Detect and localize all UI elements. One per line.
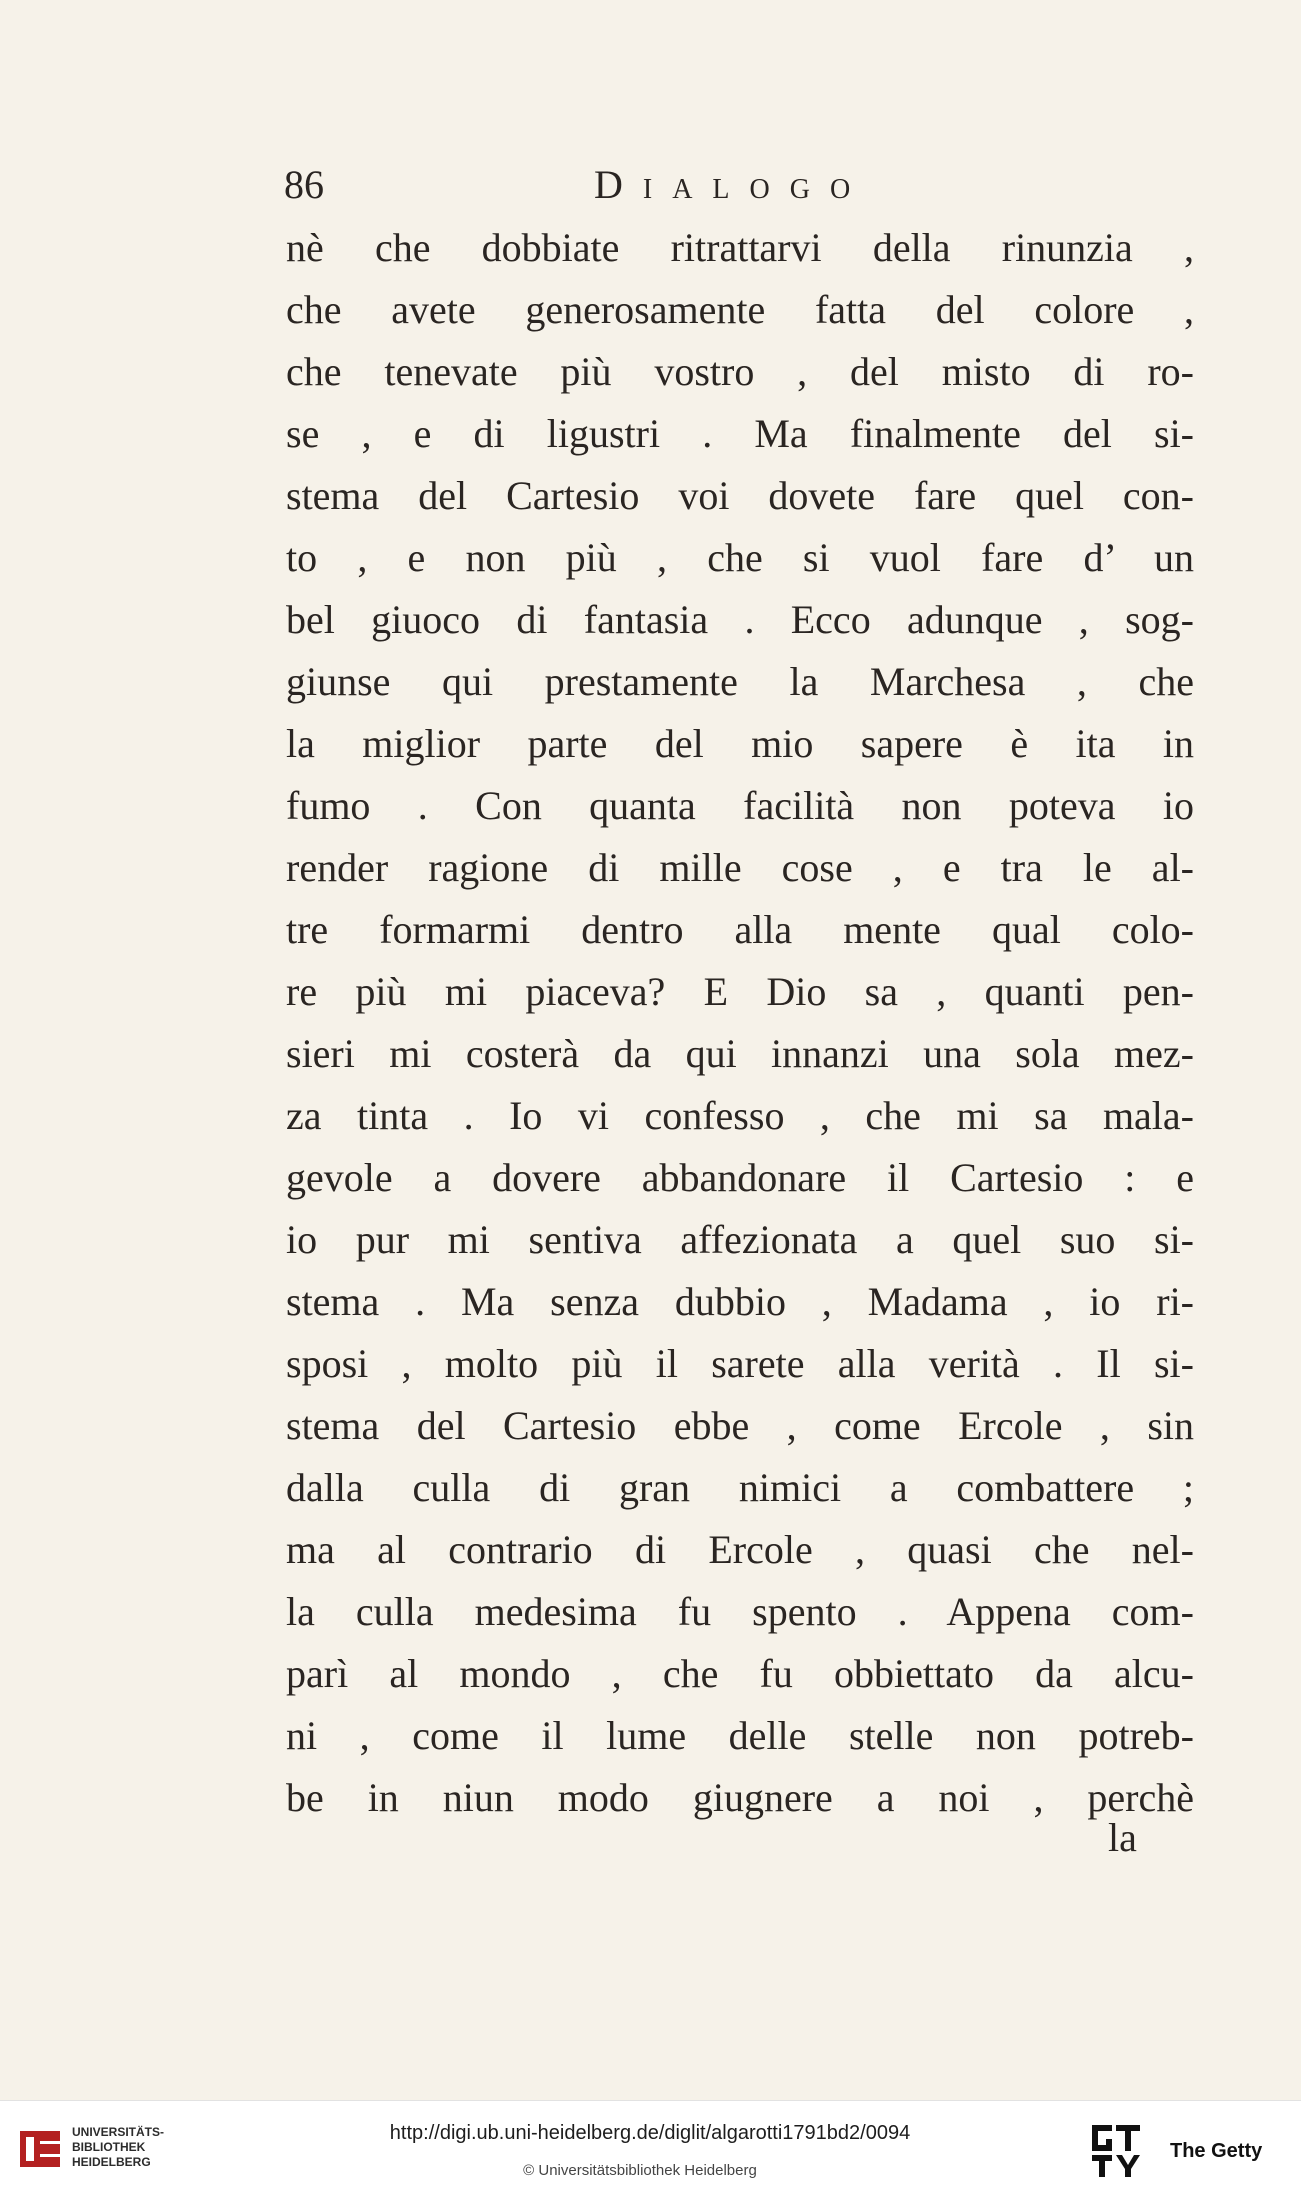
text-line: che avete generosamente fatta del colore ,: [286, 287, 1194, 332]
running-title: Dialogo: [594, 162, 871, 207]
text-line: stema del Cartesio voi dovete fare quel con-: [286, 473, 1194, 518]
text-line: render ragione di mille cose , e tra le al-: [286, 845, 1194, 890]
text-line: re più mi piaceva? E Dio sa , quanti pen-: [286, 969, 1194, 1014]
partner-name: The Getty: [1170, 2140, 1263, 2162]
text-line: giunse qui prestamente la Marchesa , che: [286, 659, 1194, 704]
library-name-line: BIBLIOTHEK: [72, 2140, 146, 2154]
text-line: parì al mondo , che fu obbiettato da alcu-: [286, 1651, 1194, 1696]
library-logo-icon: [18, 2127, 62, 2171]
text-line: fumo . Con quanta facilità non poteva io: [286, 783, 1194, 828]
getty-logo-icon: [1088, 2121, 1144, 2181]
text-line: tre formarmi dentro alla mente qual colo-: [286, 907, 1194, 952]
copyright-notice: © Universitätsbibliothek Heidelberg: [523, 2162, 757, 2179]
page-number: 86: [284, 162, 324, 207]
text-line: io pur mi sentiva affezionata a quel suo si-: [286, 1217, 1194, 1262]
permalink-url[interactable]: http://digi.ub.uni-heidelberg.de/diglit/algarotti1791bd2/0094: [389, 2122, 911, 2144]
running-head: [284, 160, 904, 210]
text-line: che tenevate più vostro , del misto di ro-: [286, 349, 1194, 394]
library-name-line: HEIDELBERG: [72, 2155, 151, 2169]
text-line: la culla medesima fu spento . Appena com-: [286, 1589, 1194, 1634]
text-line: bel giuoco di fantasia . Ecco adunque , sog-: [286, 597, 1194, 642]
text-line: stema del Cartesio ebbe , come Ercole , sin: [286, 1403, 1194, 1448]
text-line: stema . Ma senza dubbio , Madama , io ri-: [286, 1279, 1194, 1324]
viewer-footer: [0, 2100, 1301, 2199]
library-name: [72, 2125, 192, 2170]
body-text: [286, 217, 1194, 1829]
text-line: za tinta . Io vi confesso , che mi sa mala-: [286, 1093, 1194, 1138]
text-line: be in niun modo giugnere a noi , perchè: [286, 1775, 1194, 1820]
text-line: nè che dobbiate ritrattarvi della rinunzia ,: [286, 225, 1194, 270]
library-name-line: UNIVERSITÄTS-: [72, 2125, 165, 2139]
text-line: sposi , molto più il sarete alla verità . Il si-: [286, 1341, 1194, 1386]
text-line: dalla culla di gran nimici a combattere ;: [286, 1465, 1194, 1510]
text-line: sieri mi costerà da qui innanzi una sola mez-: [286, 1031, 1194, 1076]
text-line: ma al contrario di Ercole , quasi che nel-: [286, 1527, 1194, 1572]
catchword: la: [1108, 1815, 1137, 1860]
text-line: se , e di ligustri . Ma finalmente del si-: [286, 411, 1194, 456]
text-line: la miglior parte del mio sapere è ita in: [286, 721, 1194, 766]
text-line: ni , come il lume delle stelle non potreb-: [286, 1713, 1194, 1758]
text-line: gevole a dovere abbandonare il Cartesio : e: [286, 1155, 1194, 1200]
text-line: to , e non più , che si vuol fare d’ un: [286, 535, 1194, 580]
